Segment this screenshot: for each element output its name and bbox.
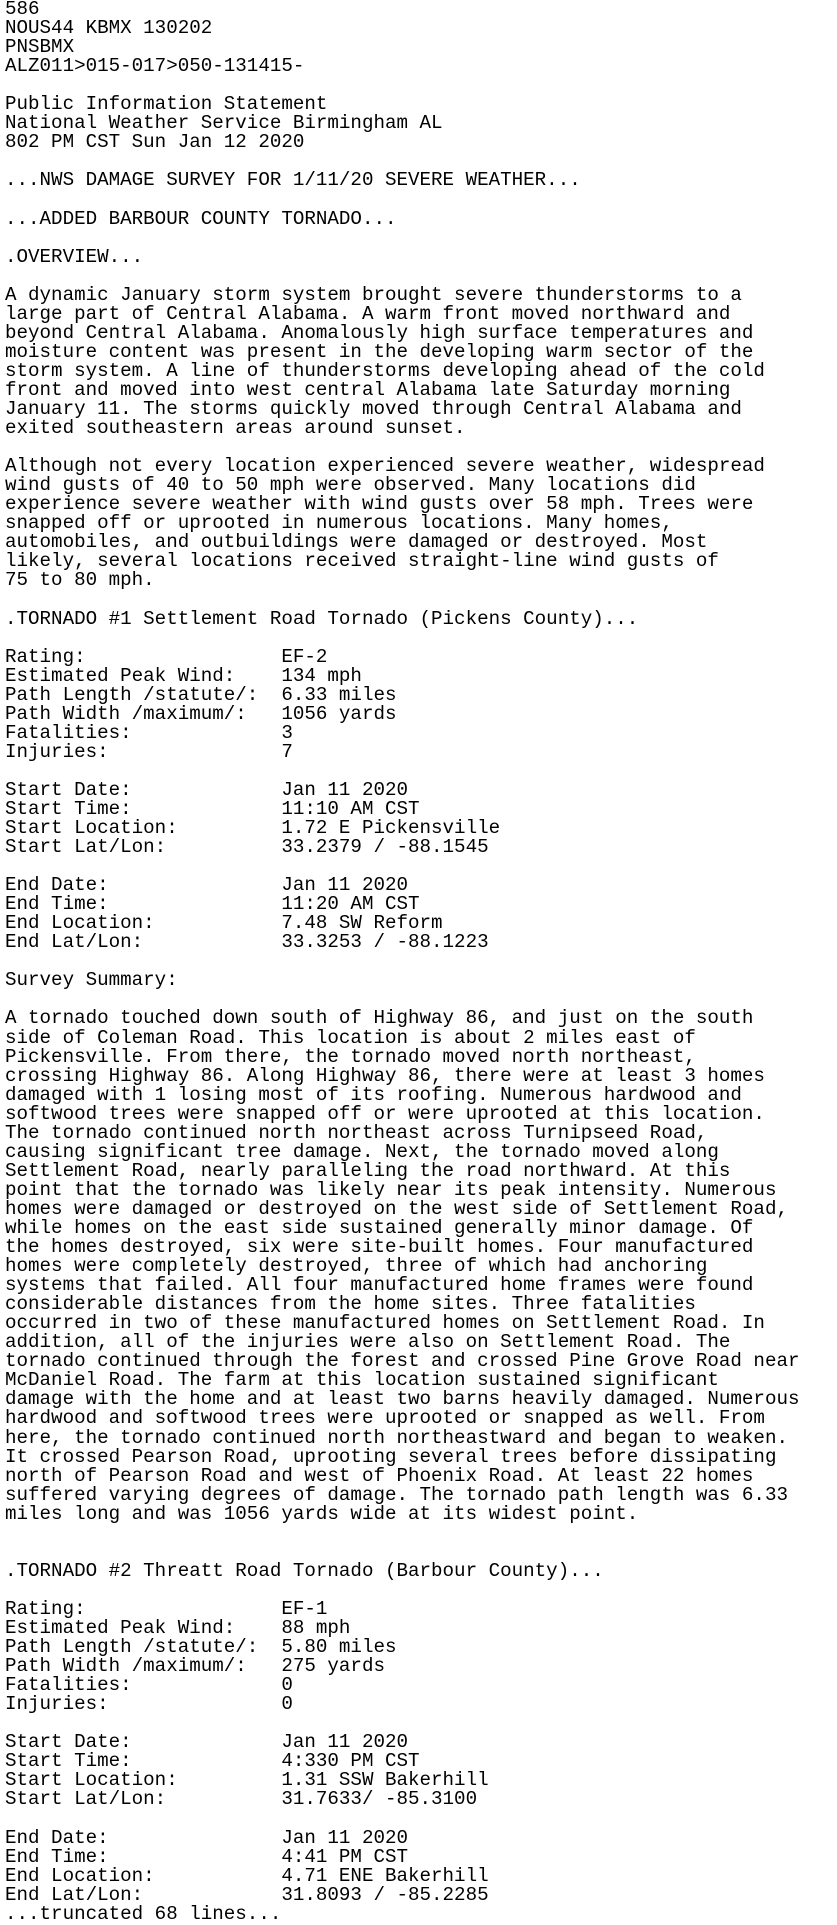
text-line: National Weather Service Birmingham AL [5, 112, 443, 135]
text-line: miles long and was 1056 yards wide at its widest point. [5, 1502, 639, 1525]
text-line [5, 1809, 837, 1828]
text-line: Path Width /maximum/: 1056 yards [5, 702, 397, 725]
text-line: NOUS44 KBMX 130202 [5, 17, 213, 40]
text-line [5, 1543, 837, 1562]
text-line: ...ADDED BARBOUR COUNTY TORNADO... [5, 207, 397, 230]
text-line: damage with the home and at least two barns heavily damaged. Numerous [5, 1388, 800, 1411]
text-line: End Lat/Lon: 31.8093 / -85.2285 [5, 1883, 489, 1906]
text-line: A dynamic January storm system brought severe thunderstorms to a [5, 283, 742, 306]
text-line: Start Date: Jan 11 2020 [5, 1731, 409, 1754]
text-line: .TORNADO #2 Threatt Road Tornado (Barbour County)... [5, 1559, 604, 1582]
text-line: systems that failed. All four manufactured home frames were found [5, 1274, 754, 1297]
text-line: damaged with 1 losing most of its roofing. Numerous hardwood and [5, 1083, 742, 1106]
text-line: .TORNADO #1 Settlement Road Tornado (Pickens County)... [5, 607, 639, 630]
text-line [5, 1524, 837, 1543]
text-line: tornado continued through the forest and crossed Pine Grove Road near [5, 1350, 800, 1373]
text-line: Fatalities: 3 [5, 721, 293, 744]
text-line: End Time: 11:20 AM CST [5, 893, 420, 916]
text-line: A tornado touched down south of Highway 86, and just on the south [5, 1007, 754, 1030]
text-line [5, 590, 837, 609]
text-line: End Location: 7.48 SW Reform [5, 912, 443, 935]
text-line: here, the tornado continued north northeastward and began to weaken. [5, 1426, 788, 1449]
text-line: homes were completely destroyed, three of which had anchoring [5, 1255, 708, 1278]
text-line: occurred in two of these manufactured homes on Settlement Road. In [5, 1312, 765, 1335]
text-line: January 11. The storms quickly moved through Central Alabama and [5, 397, 742, 420]
text-line: moisture content was present in the developing warm sector of the [5, 340, 754, 363]
text-line: north of Pearson Road and west of Phoenix Road. At least 22 homes [5, 1464, 754, 1487]
text-line: 586 [5, 0, 40, 20]
text-line: End Date: Jan 11 2020 [5, 874, 409, 897]
text-line: Start Lat/Lon: 31.7633/ -85.3100 [5, 1788, 478, 1811]
text-line: Start Location: 1.31 SSW Bakerhill [5, 1769, 489, 1792]
text-line: End Time: 4:41 PM CST [5, 1845, 409, 1868]
text-line: Settlement Road, nearly paralleling the road northward. At this [5, 1159, 731, 1182]
text-line: crossing Highway 86. Along Highway 86, there were at least 3 homes [5, 1064, 765, 1087]
text-line: End Date: Jan 11 2020 [5, 1826, 409, 1849]
text-line: front and moved into west central Alabama late Saturday morning [5, 378, 731, 401]
text-line: point that the tornado was likely near its peak intensity. Numerous [5, 1178, 777, 1201]
text-line [5, 229, 837, 248]
text-line: softwood trees were snapped off or were uprooted at this location. [5, 1102, 765, 1125]
text-line: McDaniel Road. The farm at this location sustained significant [5, 1369, 719, 1392]
text-line: End Location: 4.71 ENE Bakerhill [5, 1864, 489, 1887]
text-line: Path Length /statute/: 6.33 miles [5, 683, 397, 706]
text-line: Estimated Peak Wind: 134 mph [5, 664, 362, 687]
text-line: Start Time: 11:10 AM CST [5, 797, 420, 820]
text-line: Although not every location experienced severe weather, widespread [5, 455, 765, 478]
text-line: while homes on the east side sustained generally minor damage. Of [5, 1217, 754, 1239]
text-line: exited southeastern areas around sunset. [5, 417, 466, 440]
text-line: PNSBMX [5, 36, 75, 59]
text-line: snapped off or uprooted in numerous locations. Many homes, [5, 512, 673, 535]
text-line: Estimated Peak Wind: 88 mph [5, 1616, 351, 1639]
text-line: End Lat/Lon: 33.3253 / -88.1223 [5, 931, 489, 954]
text-line: Path Length /statute/: 5.80 miles [5, 1636, 397, 1659]
text-line: homes were damaged or destroyed on the west side of Settlement Road, [5, 1197, 788, 1220]
text-line: hardwood and softwood trees were uprooted or snapped as well. From [5, 1407, 765, 1430]
text-line: ...truncated 68 lines... [5, 1902, 282, 1925]
text-line: ...NWS DAMAGE SURVEY FOR 1/11/20 SEVERE WEATHER... [5, 169, 581, 192]
text-line: causing significant tree damage. Next, the tornado moved along [5, 1140, 719, 1163]
text-line: Path Width /maximum/: 275 yards [5, 1655, 385, 1678]
text-line: Injuries: 7 [5, 740, 293, 763]
text-line [5, 267, 837, 286]
text-line: Start Date: Jan 11 2020 [5, 778, 409, 801]
text-line: beyond Central Alabama. Anomalously high surface temperatures and [5, 321, 754, 344]
text-line [5, 190, 837, 209]
text-line: Pickensville. From there, the tornado moved north northeast, [5, 1045, 696, 1068]
text-line: Fatalities: 0 [5, 1674, 293, 1697]
text-line: It crossed Pearson Road, uprooting several trees before dissipating [5, 1445, 777, 1468]
text-line: Injuries: 0 [5, 1693, 293, 1716]
text-line: wind gusts of 40 to 50 mph were observed. Many locations did [5, 474, 696, 497]
text-line: the homes destroyed, six were site-built homes. Four manufactured [5, 1236, 754, 1259]
text-line: side of Coleman Road. This location is about 2 miles east of [5, 1026, 696, 1049]
text-line: automobiles, and outbuildings were damaged or destroyed. Most [5, 531, 708, 554]
text-line: Rating: EF-2 [5, 645, 328, 668]
text-line: Start Lat/Lon: 33.2379 / -88.1545 [5, 836, 489, 859]
text-line: The tornado continued north northeast across Turnipseed Road, [5, 1121, 708, 1144]
text-line: considerable distances from the home sites. Three fatalities [5, 1293, 696, 1316]
text-line: 802 PM CST Sun Jan 12 2020 [5, 131, 305, 154]
text-line: likely, several locations received straight-line wind gusts of [5, 550, 719, 573]
text-line: addition, all of the injuries were also on Settlement Road. The [5, 1331, 731, 1354]
text-line: .OVERVIEW... [5, 245, 144, 268]
text-line: Start Time: 4:330 PM CST [5, 1750, 420, 1773]
text-line: Public Information Statement [5, 93, 328, 116]
text-line [5, 629, 837, 648]
text-line: ALZ011>015-017>050-131415- [5, 55, 305, 78]
text-line: storm system. A line of thunderstorms developing ahead of the cold [5, 359, 765, 382]
text-line: 75 to 80 mph. [5, 569, 155, 592]
text-line: experience severe weather with wind gusts over 58 mph. Trees were [5, 493, 754, 516]
text-line: large part of Central Alabama. A warm front moved northward and [5, 302, 731, 325]
text-line: Survey Summary: [5, 969, 178, 992]
text-line: suffered varying degrees of damage. The tornado path length was 6.33 [5, 1483, 788, 1506]
text-line: Start Location: 1.72 E Pickensville [5, 817, 501, 840]
text-line: Rating: EF-1 [5, 1597, 328, 1620]
